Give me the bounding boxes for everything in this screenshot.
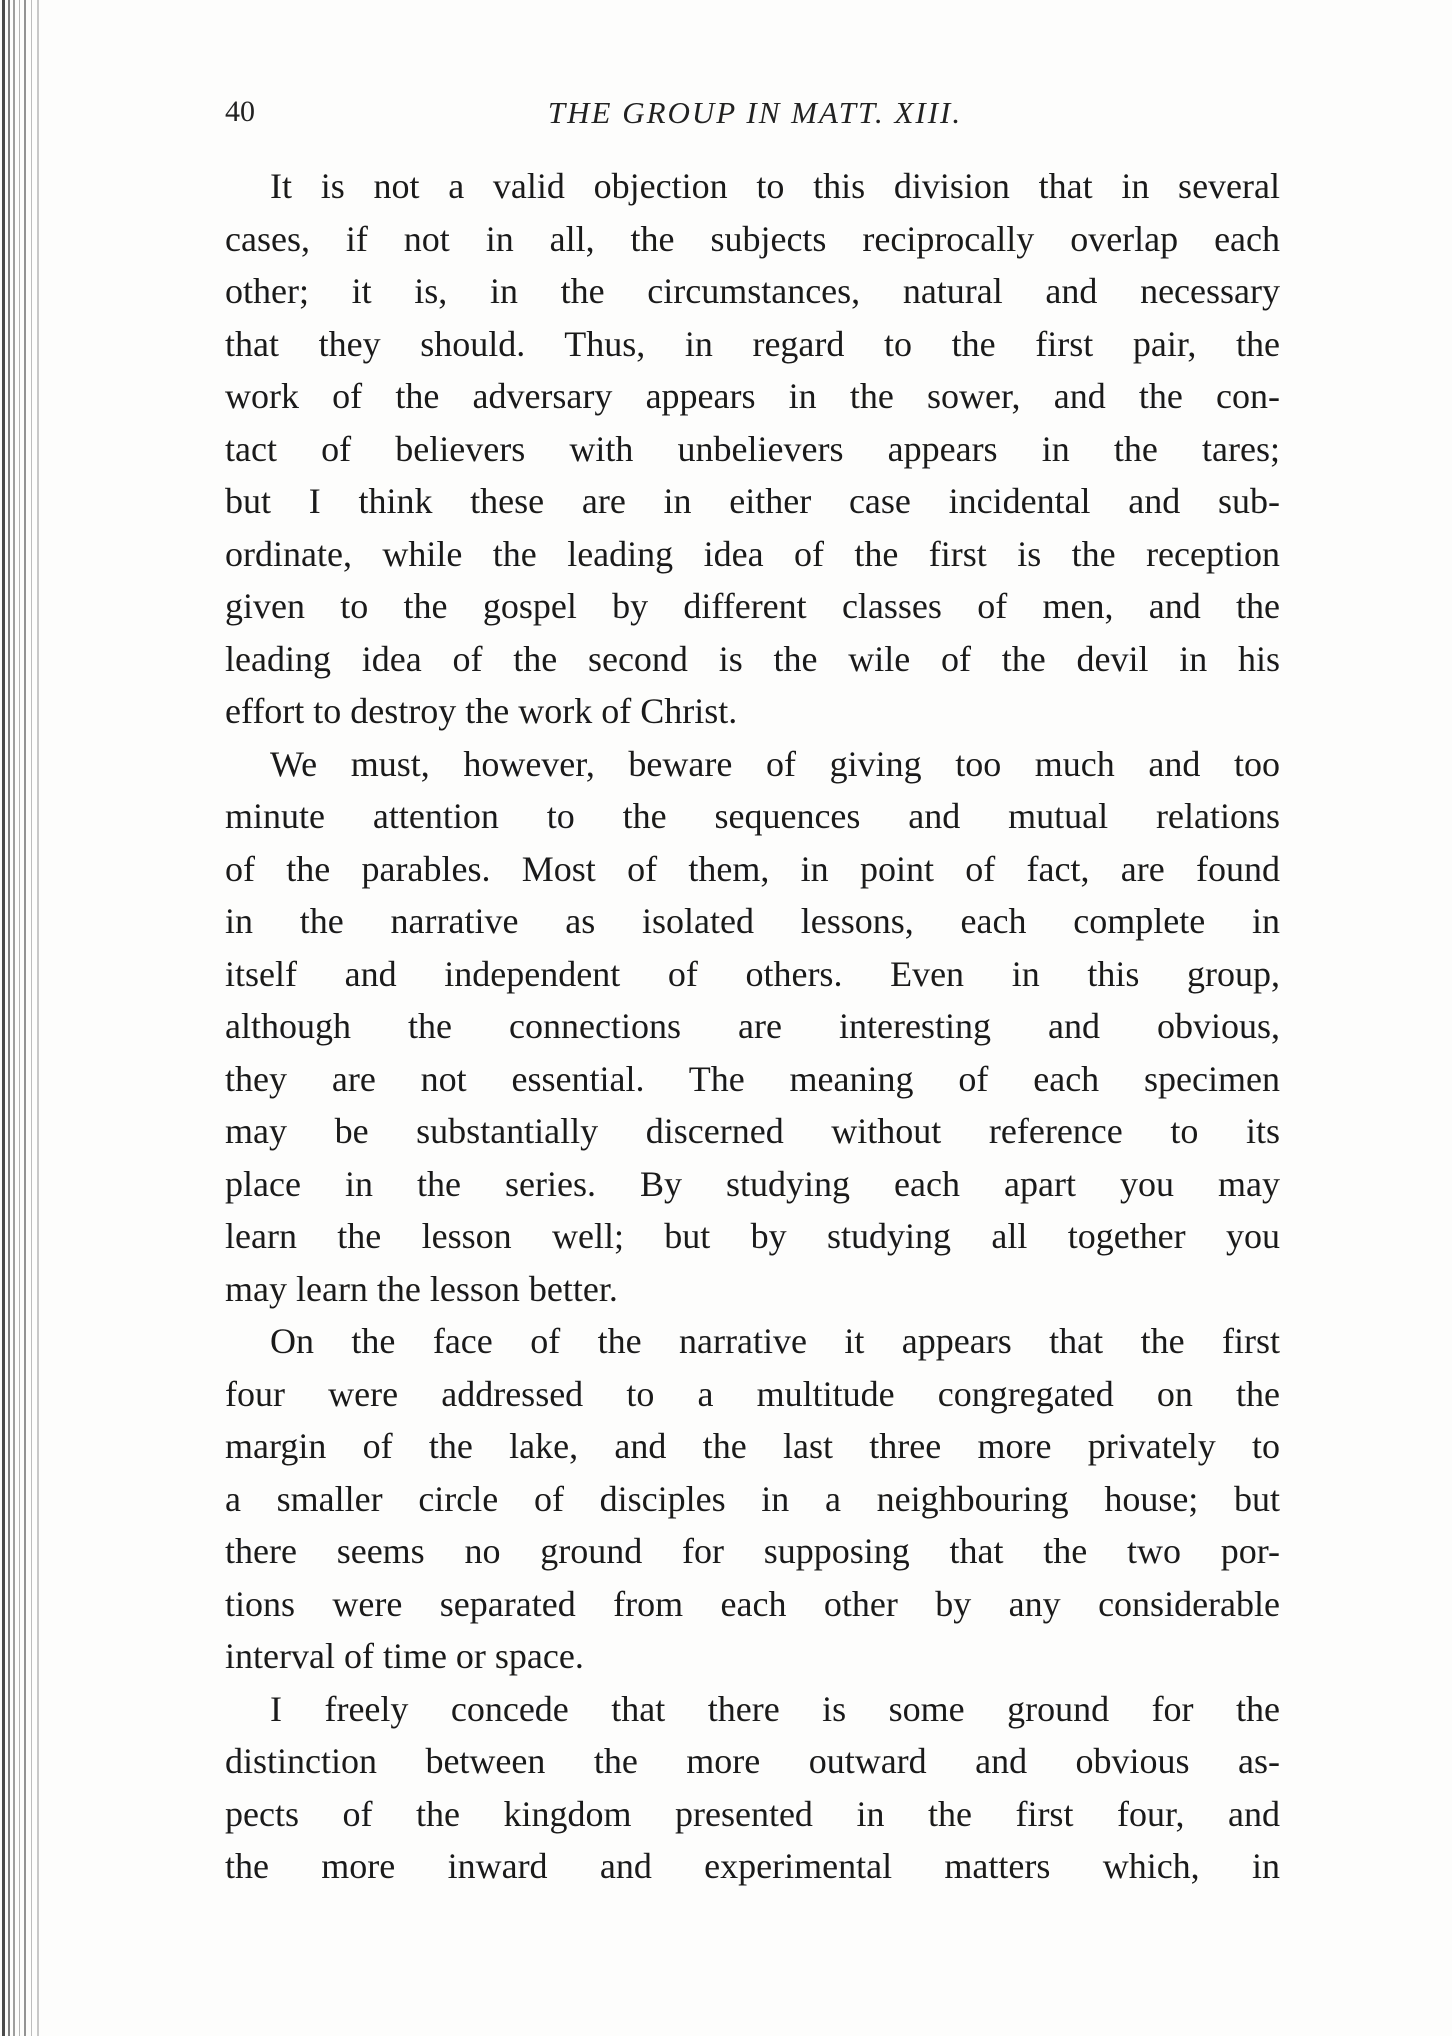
page-number: 40 — [225, 95, 255, 128]
text-line: leading idea of the second is the wile of the devil in his — [225, 638, 1280, 679]
text-line: itself and independent of others. Even in this group, — [225, 953, 1280, 994]
text-line: learn the lesson well; but by studying all together you — [225, 1216, 1280, 1256]
text-line: of the parables. Most of them, in point of fact, are found — [225, 848, 1280, 889]
text-line: tions were separated from each other by any considerable — [225, 1583, 1280, 1624]
body-text — [225, 160, 1280, 1893]
text-line: may learn the lesson better. — [225, 1268, 618, 1309]
text-line: interval of time or space. — [225, 1636, 584, 1676]
text-line: four were addressed to a multitude congregated on the — [225, 1373, 1280, 1414]
text-line: given to the gospel by different classes of men, and the — [225, 586, 1280, 626]
text-line: minute attention to the sequences and mutual relations — [225, 796, 1280, 836]
text-line: I freely concede that there is some ground for the — [270, 1688, 1280, 1729]
text-line: that they should. Thus, in regard to the first pair, the — [225, 323, 1280, 364]
text-line: cases, if not in all, the subjects reciprocally overlap each — [225, 218, 1280, 259]
text-line: the more inward and experimental matters which, in — [225, 1846, 1280, 1886]
text-line: distinction between the more outward and obvious as- — [225, 1741, 1280, 1781]
text-line: a smaller circle of disciples in a neighbouring house; but — [225, 1478, 1280, 1519]
paragraph-1 — [225, 160, 1280, 738]
text-line: place in the series. By studying each apart you may — [225, 1163, 1280, 1204]
text-line: margin of the lake, and the last three more privately to — [225, 1426, 1280, 1466]
text-line: other; it is, in the circumstances, natural and necessary — [225, 271, 1280, 311]
page-header — [225, 95, 1285, 135]
text-line: effort to destroy the work of Christ. — [225, 691, 738, 731]
text-line: although the connections are interesting and obvious, — [225, 1006, 1280, 1046]
text-line: may be substantially discerned without reference to its — [225, 1111, 1280, 1151]
running-head: THE GROUP IN MATT. XIII. — [547, 95, 963, 130]
text-line: ordinate, while the leading idea of the first is the reception — [225, 533, 1280, 574]
text-line: tact of believers with unbelievers appears in the tares; — [225, 428, 1280, 469]
text-line: On the face of the narrative it appears that the first — [270, 1321, 1280, 1361]
text-line: pects of the kingdom presented in the first four, and — [225, 1793, 1280, 1834]
text-line: there seems no ground for supposing that the two por- — [225, 1531, 1280, 1571]
text-line: We must, however, beware of giving too much and too — [270, 743, 1280, 784]
binding-edge — [0, 0, 46, 2036]
text-line: in the narrative as isolated lessons, each complete in — [225, 901, 1280, 941]
text-line: but I think these are in either case incidental and sub- — [225, 481, 1280, 521]
text-line: It is not a valid objection to this division that in several — [270, 166, 1280, 206]
paragraph-2 — [225, 738, 1280, 1316]
text-line: they are not essential. The meaning of each specimen — [225, 1058, 1280, 1099]
paragraph-3 — [225, 1315, 1280, 1683]
text-line: work of the adversary appears in the sower, and the con- — [225, 376, 1280, 416]
paragraph-4 — [225, 1683, 1280, 1893]
